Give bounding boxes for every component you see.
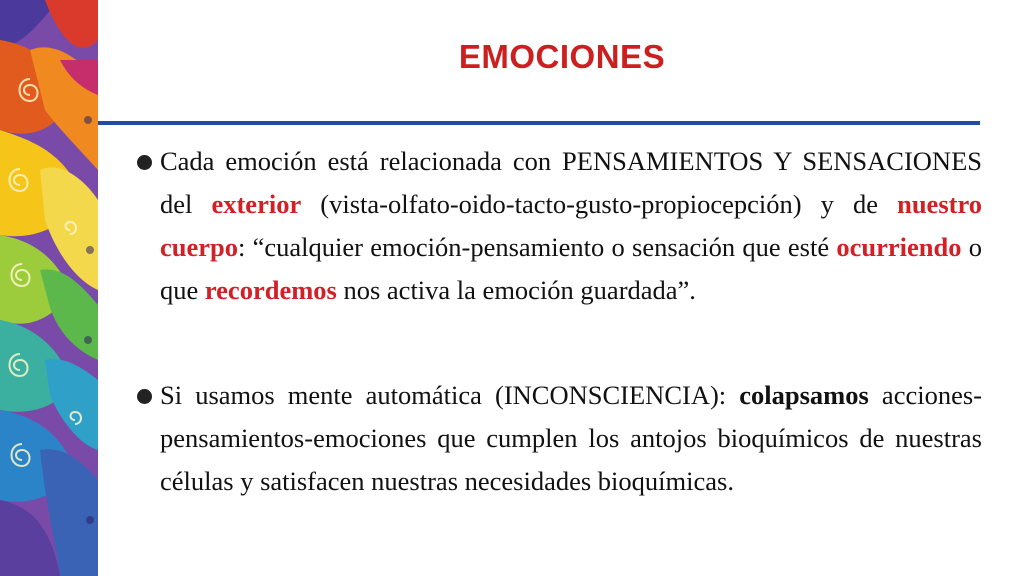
bullet-text: [160, 374, 982, 503]
text-segment: Si usamos mente automática (INCONSCIENCIA):: [160, 380, 740, 410]
highlight-ocurriendo: ocurriendo: [836, 232, 962, 262]
bullet-item-1: [137, 140, 982, 312]
emphasis-colapsamos: colapsamos: [739, 380, 869, 410]
highlight-nuestro-cuerpo: nuestro cuerpo: [160, 189, 982, 262]
text-segment: Cada emoción está relacionada con PENSAMIENTOS Y SENSACIONES del: [160, 146, 982, 219]
text-segment: (vista-olfato-oido-tacto-gusto-propiocepción) y de: [301, 189, 898, 219]
highlight-recordemos: recordemos: [204, 275, 337, 305]
title-divider: [98, 121, 980, 125]
text-segment: acciones-pensamientos-emociones que cumplen los antojos bioquímicos de nuestras células y satisfacen nuestras necesidades bioquímicas.: [160, 380, 982, 496]
text-segment: nos activa la emoción guardada”.: [336, 275, 696, 305]
bullet-item-2: [137, 374, 982, 503]
bullet-dot-icon: [137, 389, 152, 404]
bullet-text: [160, 140, 982, 312]
bullet-dot-icon: [137, 155, 152, 170]
highlight-exterior: exterior: [211, 189, 302, 219]
decorative-mandala-image: [0, 0, 98, 576]
slide-title: EMOCIONES: [458, 38, 666, 75]
text-segment: : “cualquier emoción-pensamiento o sensación que esté: [238, 232, 837, 262]
text-segment: o que: [160, 232, 983, 305]
